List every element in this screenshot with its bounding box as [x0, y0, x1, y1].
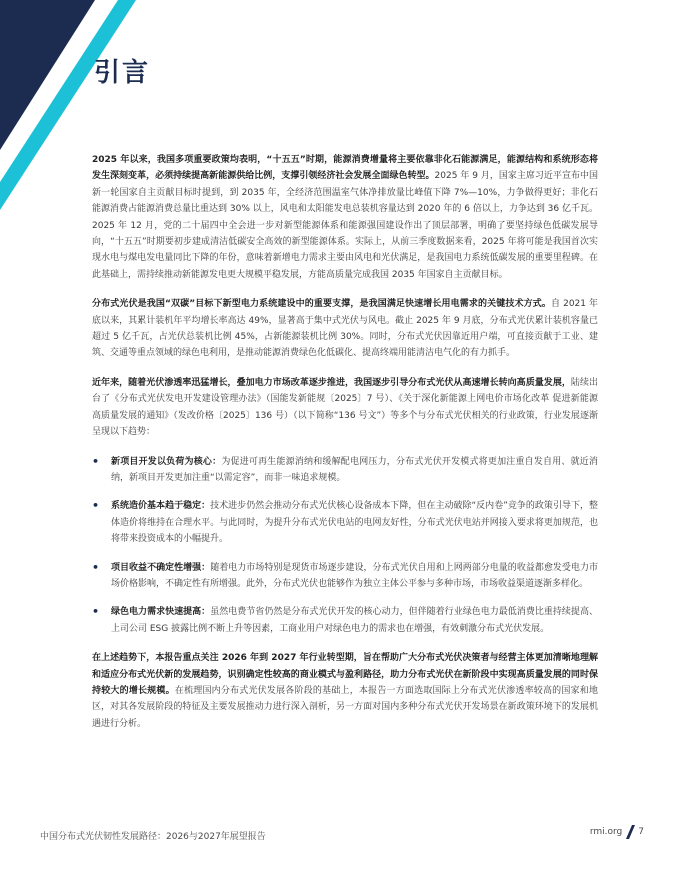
paragraph-2 — [92, 296, 598, 362]
footer-page-info — [590, 825, 644, 839]
footer-report-title: 中国分布式光伏韧性发展路径：2026与2027年展望报告 — [40, 832, 266, 842]
footer-site-link[interactable]: rmi.org — [589, 827, 623, 837]
page-title: 引言 — [94, 58, 151, 88]
list-item — [92, 560, 598, 593]
list-item — [92, 498, 598, 547]
list-item-text: 为促进可再生能源消纳和缓解配电网压力，分布式光伏开发模式将更加注重自发自用、就近消纳，新项目开发更加注重“以需定容”，而非一味追求规模。 — [111, 456, 598, 483]
paragraph-4-lead: 在上述趋势下，本报告重点关注 2026 年到 2027 年行业转型期，旨在帮助广大分布式光伏决策者与经营主体更加清晰地理解和适应分布式光伏新的发展趋势，识别确定性较高的商业模式与盈利路径，助力分布式光伏在新阶段中实现高质量发展的同时保持较大的增长规模。 — [92, 653, 598, 696]
paragraph-3-text: 陆续出台了《分布式光伏发电开发建设管理办法》（国能发新能规〔2025〕7 号）、《关于深化新能源上网电价市场化改革 促进新能源高质量发展的通知》（发改价格〔2025〕136 号）（以下简称“136 号文”）等多个与分布式光伏相关的行业政策，行业发展逐渐呈现以下趋势： — [92, 377, 598, 438]
list-item-lead: 系统造价基本趋于稳定： — [111, 501, 211, 512]
paragraph-4 — [92, 650, 598, 732]
list-item-lead: 新项目开发以负荷为核心： — [111, 456, 222, 467]
list-item-text: 虽然电费节省仍然是分布式光伏开发的核心动力，但伴随着行业绿色电力最低消费比重持续提高、上司公司 ESG 披露比例不断上升等因素，工商业用户对绿色电力的需求也在增强，有效刺激分布式光伏发展。 — [111, 607, 598, 634]
bullet-icon: • — [92, 560, 100, 574]
slash-divider-icon — [626, 825, 635, 839]
list-item-text: 随着电力市场特别是现货市场逐步建设，分布式光伏自用和上网两部分电量的收益都愈发受电力市场价格影响，不确定性有所增强。此外，分布式光伏也能够作为独立主体公平参与多种市场，市场收益渠道逐渐多样化。 — [111, 562, 598, 589]
trend-list — [92, 454, 598, 638]
list-item — [92, 604, 598, 637]
paragraph-3 — [92, 375, 598, 441]
list-item-lead: 项目收益不确定性增强： — [111, 562, 211, 573]
body-content — [92, 152, 598, 745]
paragraph-1-lead: 2025 年以来，我国多项重要政策均表明，“十五五”时期，能源消费增量将主要依靠非化石能源满足，能源结构和系统形态将发生深刻变革，必须持续提高新能源供给比例，支撑引领经济社会发展全面绿色转型。 — [92, 155, 598, 182]
paragraph-2-text: 自 2021 年底以来，其累计装机年平均增长率高达 49%，显著高于集中式光伏与风电。截止 2025 年 9 月底，分布式光伏累计装机容量已超过 5 亿千瓦，占光伏总装机比例 45%，占新能源装机比例 30%。同时，分布式光伏因靠近用户端，可直接贡献于工业、建筑、交通等重点领域的绿色电利用，是推动能源消费绿色化低碳化、提高终端用能清洁电气化的有力抓手。 — [92, 299, 598, 359]
paragraph-2-lead: 分布式光伏是我国“双碳”目标下新型电力系统建设中的重要支撑，是我国满足快速增长用电需求的关键技术方式。 — [92, 299, 551, 310]
paragraph-4-text: 在梳理国内分布式光伏发展各阶段的基础上，本报告一方面选取国际上分布式光伏渗透率较高的国家和地区，对其各发展阶段的特征及主要发展推动力进行深入剖析，另一方面对国内多种分布式光伏开发场景在新政策环境下的发展机遇进行分析。 — [92, 685, 598, 729]
page-number: 7 — [638, 827, 644, 837]
paragraph-1 — [92, 152, 598, 283]
list-item-lead: 绿色电力需求快速提高： — [111, 607, 211, 618]
list-item-text: 技术进步仍然会推动分布式光伏核心设备成本下降，但在主动破除“反内卷”竞争的政策引导下，整体造价将维持在合理水平。与此同时，为提升分布式光伏电站的电网友好性，分布式光伏电站并网接入要求将更加规范，也将带来投资成本的小幅提升。 — [111, 501, 598, 545]
list-item — [92, 454, 598, 487]
bullet-icon: • — [92, 499, 100, 513]
paragraph-3-lead: 近年来，随着光伏渗透率迅猛增长，叠加电力市场改革逐步推进，我国逐步引导分布式光伏从高速增长转向高质量发展， — [92, 377, 571, 388]
paragraph-1-text: 2025 年 9 月，国家主席习近平宣布中国新一轮国家自主贡献目标时提到，到 2035 年，全经济范围温室气体净排放量比峰值下降 7%—10%，力争做得更好；非化石能源消费占能源消费总量比重达到 30% 以上，风电和太阳能发电总装机容量达到 2020 年的 6 倍以上，力争达到 36 亿千瓦。2025 年 12 月，党的二十届四中全会进一步对新型能源体系和能源强国建设作出了顶层部署，明确了要坚持绿色低碳发展导向，“十五五”时期要初步建成清洁低碳安全高效的新型能源体系。实际上，从前三季度数据来看，2025 年将可能是我国首次实现水电与煤电发电量同比下降的年份，意味着新增电力需求主要由风电和光伏满足，是我国电力系统低碳发展的重要里程碑。在此基础上，需持续推动新能源发电更大规模平稳发展，方能高质量完成我国 2035 年国家自主贡献目标。 — [92, 171, 598, 280]
bullet-icon: • — [92, 454, 100, 468]
bullet-icon: • — [92, 605, 100, 619]
